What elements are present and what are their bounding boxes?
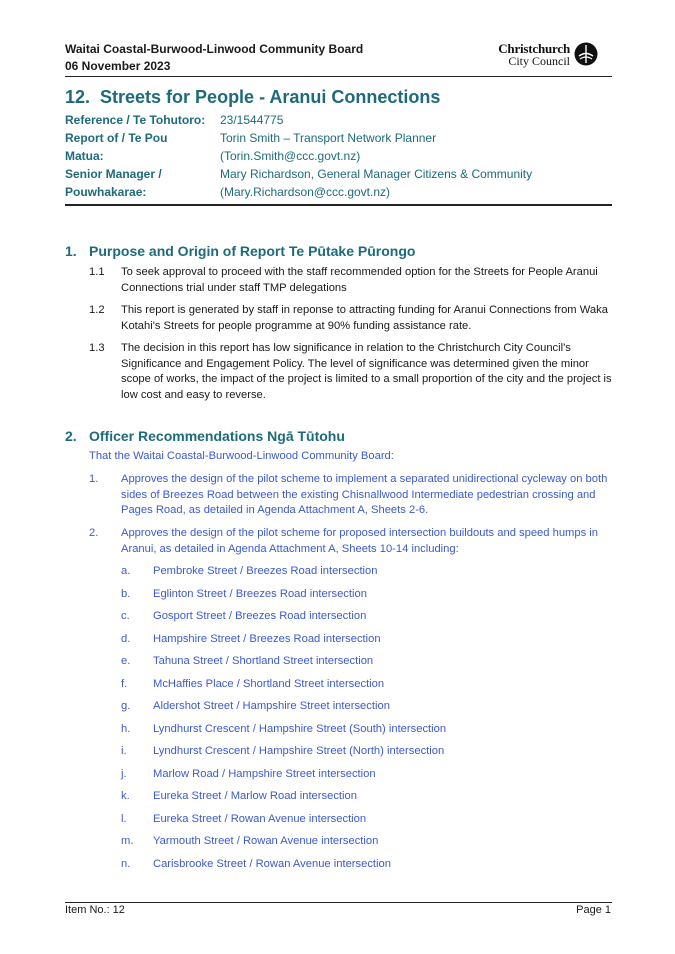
subitem-letter: l.: [121, 813, 127, 825]
paragraph-number: 1.2: [89, 304, 105, 316]
section-1-number: 1.: [65, 243, 77, 259]
reference-label: Reference / Te Tohutoro:: [65, 113, 206, 127]
subitem-text: Carisbrooke Street / Rowan Avenue intersection: [153, 858, 391, 870]
subitem-letter: m.: [121, 835, 134, 847]
subitem-c: [121, 609, 366, 624]
report-of-name: Torin Smith – Transport Network Planner: [220, 131, 437, 145]
subitem-k: [121, 789, 357, 804]
report-meta: [65, 111, 612, 201]
report-of-row: [65, 129, 612, 165]
senior-manager-row: [65, 165, 612, 201]
recommendation-text: Approves the design of the pilot scheme for proposed intersection buildouts and speed humps in Aranui, as detailed in Agenda Attachment A, Sheets 10-14 including:: [121, 527, 599, 555]
subitem-text: Gosport Street / Breezes Road intersection: [153, 610, 367, 622]
subitem-a: [121, 564, 377, 579]
subitem-text: Aldershot Street / Hampshire Street intersection: [153, 700, 390, 712]
paragraph-text: To seek approval to proceed with the staff recommended option for the Streets for People Aranui Connections trial under staff TMP delegations: [121, 266, 598, 294]
recommendation-number: 1.: [89, 473, 99, 485]
senior-manager-email: (Mary.Richardson@ccc.govt.nz): [220, 185, 391, 199]
subitem-b: [121, 587, 367, 602]
subitem-letter: k.: [121, 790, 130, 802]
subitem-text: Eureka Street / Rowan Avenue intersection: [153, 813, 367, 825]
subitem-f: [121, 677, 384, 692]
paragraph-1-3: [89, 341, 613, 403]
subitem-text: Hampshire Street / Breezes Road intersection: [153, 633, 381, 645]
senior-manager-name: Mary Richardson, General Manager Citizens & Community: [220, 167, 533, 181]
subitem-j: [121, 767, 376, 782]
recommendation-text: Approves the design of the pilot scheme to implement a separated unidirectional cycleway on both sides of Breezes Road between the existing Chisnallwood Intermediate pedestrian crossing and Pages Road, as detailed in Agenda Attachment A, Sheets 2-6.: [121, 473, 608, 516]
subitem-l: [121, 812, 366, 827]
subitem-text: Eureka Street / Marlow Road intersection: [153, 790, 357, 802]
subitem-letter: g.: [121, 700, 131, 712]
subitem-letter: h.: [121, 723, 131, 735]
header-divider: [65, 76, 612, 77]
paragraph-number: 1.1: [89, 266, 105, 278]
subitem-letter: i.: [121, 745, 127, 757]
paragraph-text: The decision in this report has low significance in relation to the Christchurch City Council's Significance and Engagement Policy. The level of significance was determined given the minor scope of works, the impact of the project is limited to a small proportion of the city and the project is low cost and easy to reverse.: [121, 342, 612, 401]
logo-line-1: Christchurch: [498, 41, 570, 56]
section-1-heading: [65, 241, 415, 261]
subitem-text: Marlow Road / Hampshire Street intersection: [153, 768, 376, 780]
reference-row: [65, 111, 612, 129]
recommendations-intro: That the Waitai Coastal-Burwood-Linwood Community Board:: [89, 450, 394, 462]
subitem-letter: e.: [121, 655, 131, 667]
subitem-letter: d.: [121, 633, 131, 645]
subitem-text: Pembroke Street / Breezes Road intersection: [153, 565, 378, 577]
subitem-letter: f.: [121, 678, 128, 690]
meeting-date: 06 November 2023: [65, 59, 171, 73]
section-2-title: Officer Recommendations Ngā Tūtohu: [89, 428, 345, 444]
item-number: Item No.: 12: [65, 904, 125, 916]
report-of-label-2: Matua:: [65, 149, 104, 163]
board-name: Waitai Coastal-Burwood-Linwood Community Board: [65, 42, 364, 56]
subitem-i: [121, 744, 444, 759]
section-2-heading: [65, 426, 345, 446]
subitem-h: [121, 722, 446, 737]
subitem-d: [121, 632, 381, 647]
reference-value: 23/1544775: [220, 113, 284, 127]
subitem-text: Tahuna Street / Shortland Street intersection: [153, 655, 374, 667]
subitem-letter: b.: [121, 588, 131, 600]
logo-line-2: City Council: [508, 54, 570, 68]
subitem-letter: j.: [121, 768, 127, 780]
paragraph-number: 1.3: [89, 342, 105, 354]
footer-divider: [65, 902, 612, 903]
subitem-letter: a.: [121, 565, 131, 577]
council-logo-icon: [574, 42, 598, 66]
subitem-text: McHaffies Place / Shortland Street intersection: [153, 678, 385, 690]
subitem-g: [121, 699, 390, 714]
paragraph-text: This report is generated by staff in reponse to attracting funding for Aranui Connections from Waka Kotahi's Streets for people programme at 90% funding assistance rate.: [121, 304, 608, 332]
subitem-letter: c.: [121, 610, 130, 622]
recommendation-number: 2.: [89, 527, 99, 539]
report-title: 12. Streets for People - Aranui Connections: [65, 87, 441, 107]
subitem-letter: n.: [121, 858, 131, 870]
page-number: Page 1: [576, 904, 611, 916]
section-1-title: Purpose and Origin of Report Te Pūtake Pūrongo: [89, 243, 416, 259]
subitem-text: Lyndhurst Crescent / Hampshire Street (South) intersection: [153, 723, 447, 735]
paragraph-1-2: [89, 303, 613, 334]
report-of-label: Report of / Te Pou: [65, 131, 168, 145]
recommendation-1: [89, 472, 613, 519]
subitem-e: [121, 654, 373, 669]
subitem-text: Eglinton Street / Breezes Road intersection: [153, 588, 367, 600]
senior-manager-label-2: Pouwhakarae:: [65, 185, 147, 199]
senior-manager-label: Senior Manager /: [65, 167, 162, 181]
subitem-m: [121, 834, 378, 849]
recommendation-2: [89, 526, 613, 557]
report-of-email: (Torin.Smith@ccc.govt.nz): [220, 149, 361, 163]
section-2-number: 2.: [65, 428, 77, 444]
council-logo: [498, 42, 614, 68]
subitem-n: [121, 857, 391, 872]
meta-divider: [65, 204, 612, 206]
subitem-text: Lyndhurst Crescent / Hampshire Street (North) intersection: [153, 745, 445, 757]
paragraph-1-1: [89, 265, 613, 296]
subitem-text: Yarmouth Street / Rowan Avenue intersection: [153, 835, 379, 847]
